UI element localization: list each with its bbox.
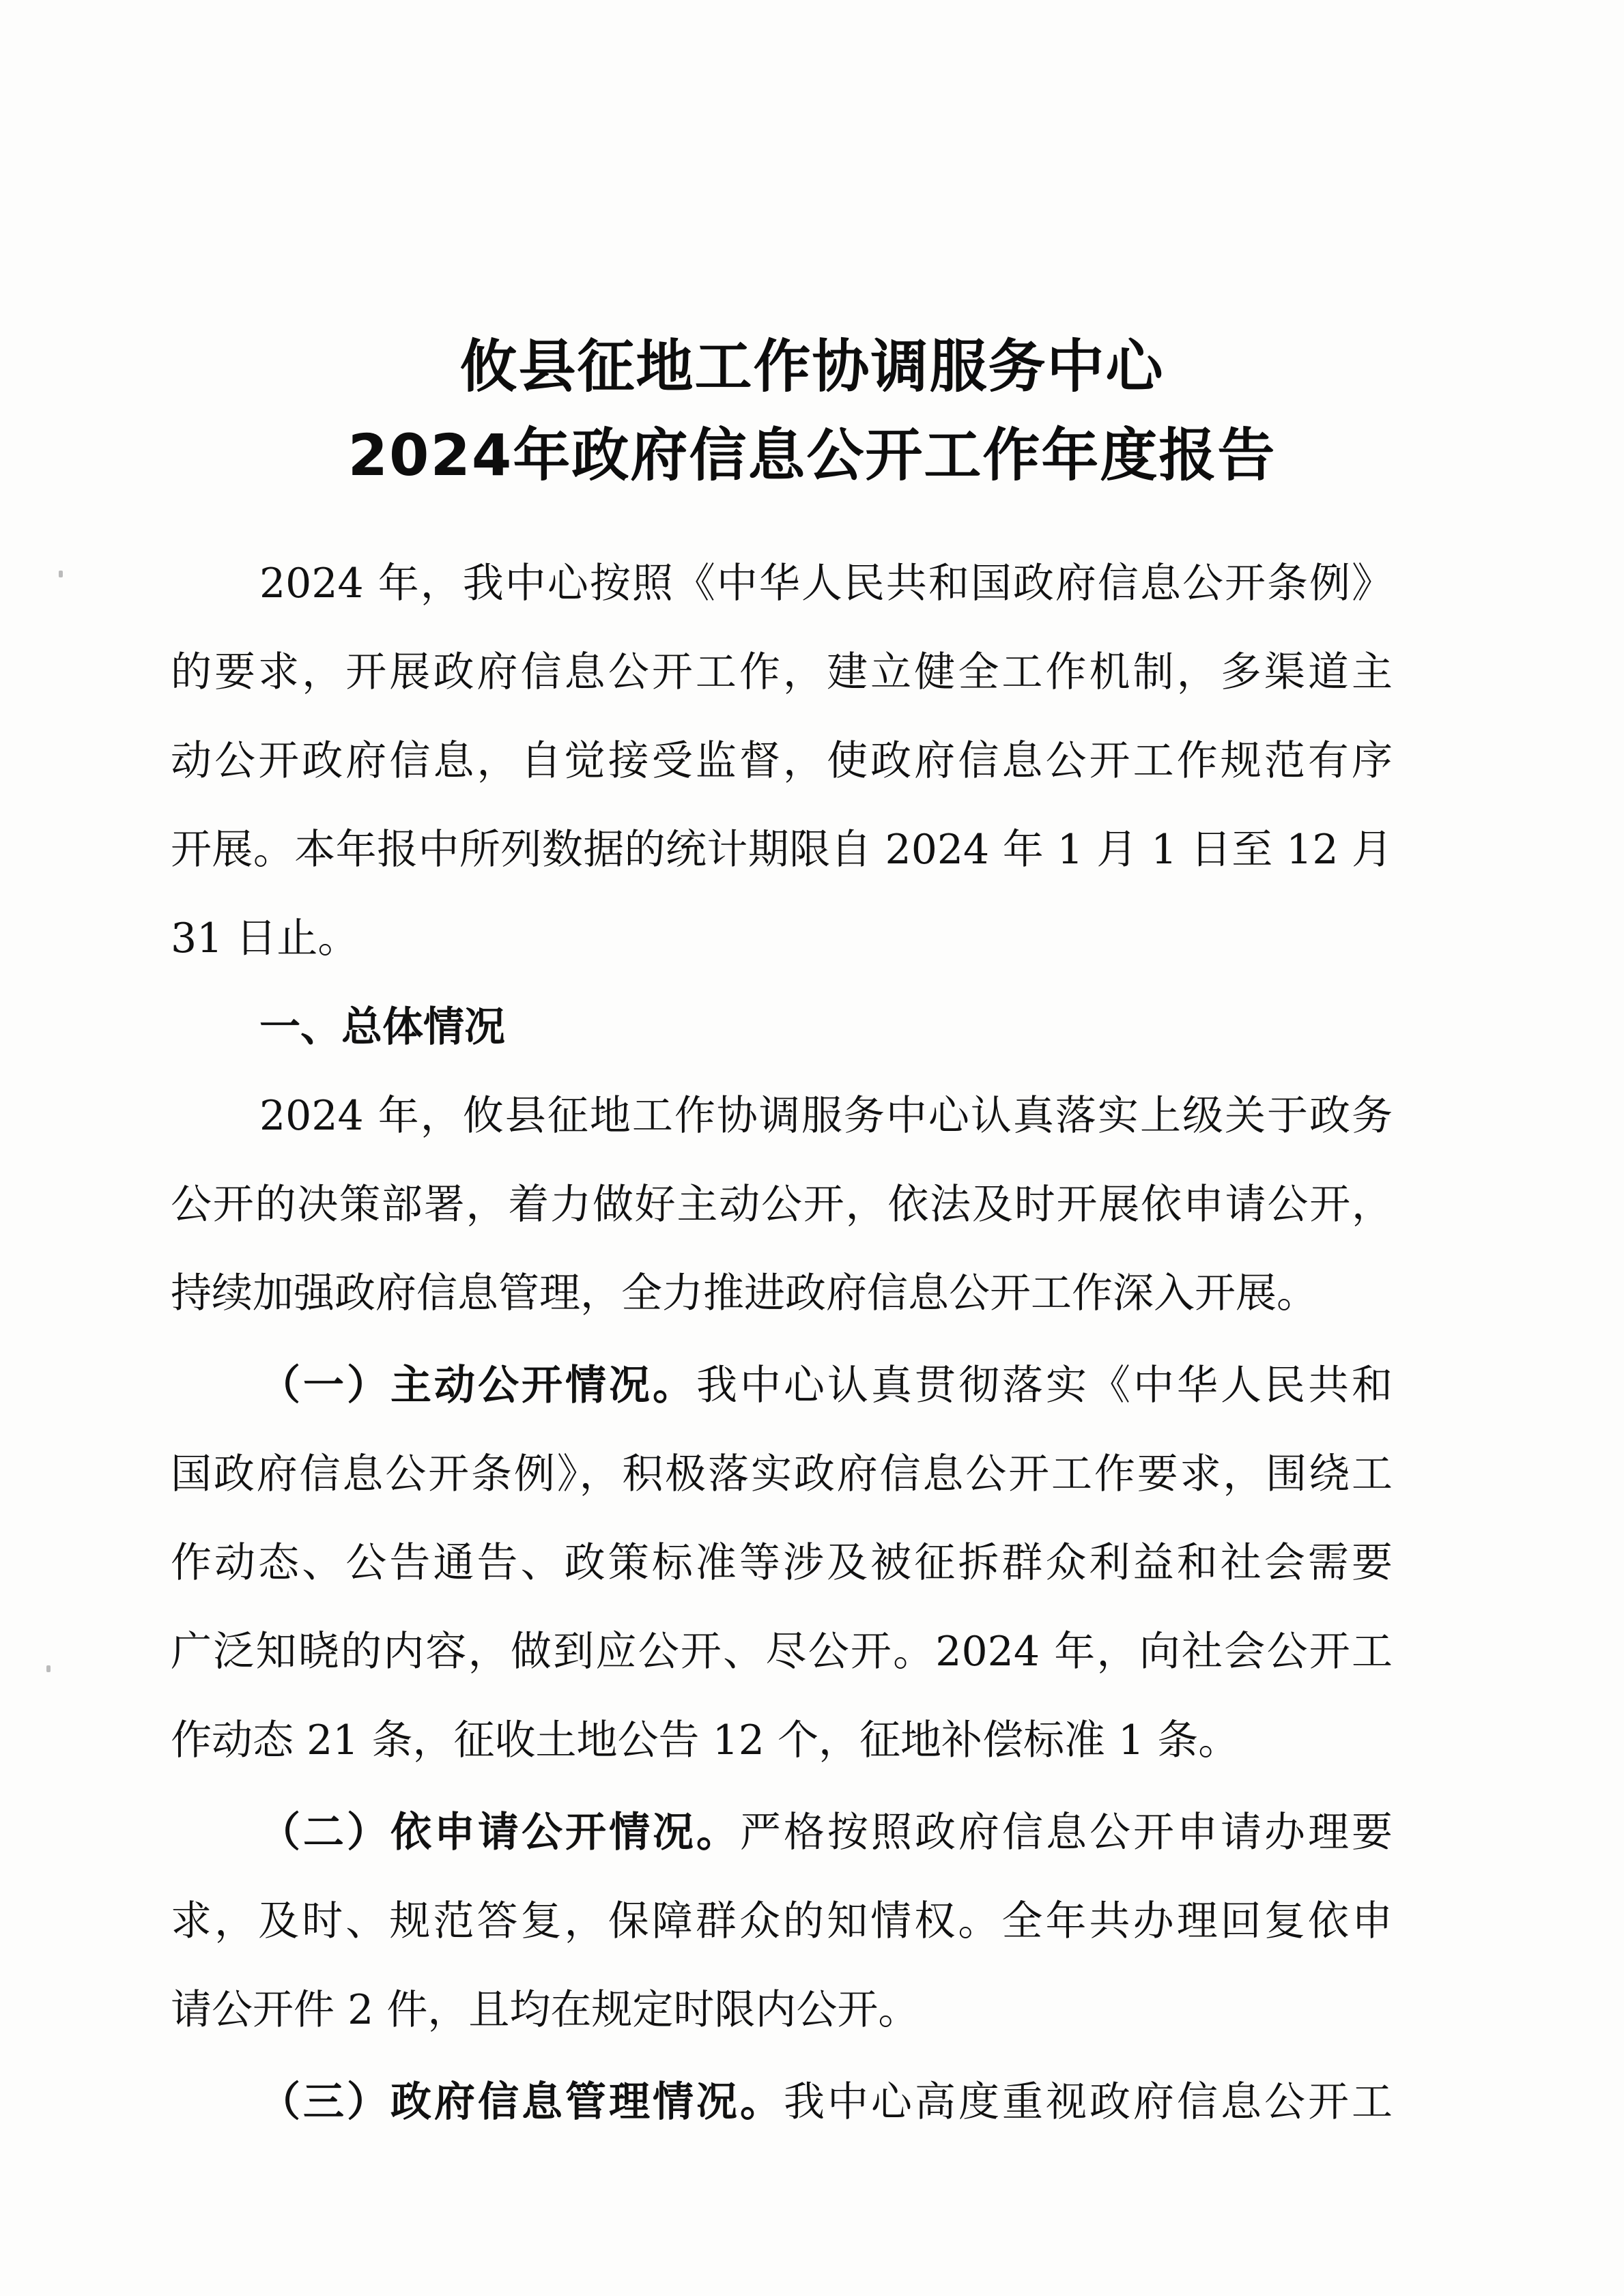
sub1-heading: （一）主动公开情况。 <box>259 1362 696 1409</box>
scan-speck <box>46 1665 51 1672</box>
section1-line: 2024 年，攸县征地工作协调服务中心认真落实上级关于政务 <box>259 1092 1393 1140</box>
sub2-line: 请公开件 2 件，且均在规定时限内公开。 <box>171 1986 920 2034</box>
sub1-first-line <box>171 1341 1393 1430</box>
intro-line: 的要求，开展政府信息公开工作，建立健全工作机制，多渠道主 <box>171 648 1393 696</box>
intro-line: 31 日止。 <box>171 915 359 962</box>
intro-line: 开展。本年报中所列数据的统计期限自 2024 年 1 月 1 日至 12 月 <box>171 826 1393 874</box>
section1-line: 持续加强政府信息管理，全力推进政府信息公开工作深入开展。 <box>171 1269 1317 1317</box>
intro-line: 2024 年，我中心按照《中华人民共和国政府信息公开条例》 <box>259 560 1393 607</box>
sub2-first-line <box>171 1788 1393 1877</box>
section-heading: 一、总体情况 <box>259 1003 505 1051</box>
sub2-line: 求，及时、规范答复，保障群众的知情权。全年共办理回复依申 <box>171 1897 1393 1945</box>
sub2-heading: （二）依申请公开情况。 <box>259 1809 740 1856</box>
sub3-first-line <box>171 2058 1393 2147</box>
sub1-line: 国政府信息公开条例》，积极落实政府信息公开工作要求，围绕工 <box>171 1450 1393 1498</box>
sub1-text: 我中心认真贯彻落实《中华人民共和 <box>696 1362 1393 1409</box>
sub1-line: 广泛知晓的内容，做到应公开、尽公开。2024 年，向社会公开工 <box>171 1628 1393 1676</box>
sub1-line: 作动态 21 条，征收土地公告 12 个，征地补偿标准 1 条。 <box>171 1717 1240 1764</box>
sub1-line: 作动态、公告通告、政策标准等涉及被征拆群众利益和社会需要 <box>171 1539 1393 1587</box>
report-title-line1: 攸县征地工作协调服务中心 <box>459 333 1165 400</box>
sub3-heading: （三）政府信息管理情况。 <box>259 2078 784 2126</box>
report-title-line2: 2024年政府信息公开工作年度报告 <box>347 422 1277 489</box>
sub2-text: 严格按照政府信息公开申请办理要 <box>740 1809 1393 1856</box>
intro-line: 动公开政府信息，自觉接受监督，使政府信息公开工作规范有序 <box>171 737 1393 785</box>
section1-line: 公开的决策部署，着力做好主动公开，依法及时开展依申请公开， <box>171 1181 1393 1229</box>
sub3-text: 我中心高度重视政府信息公开工 <box>784 2078 1393 2126</box>
scan-speck <box>59 571 63 577</box>
